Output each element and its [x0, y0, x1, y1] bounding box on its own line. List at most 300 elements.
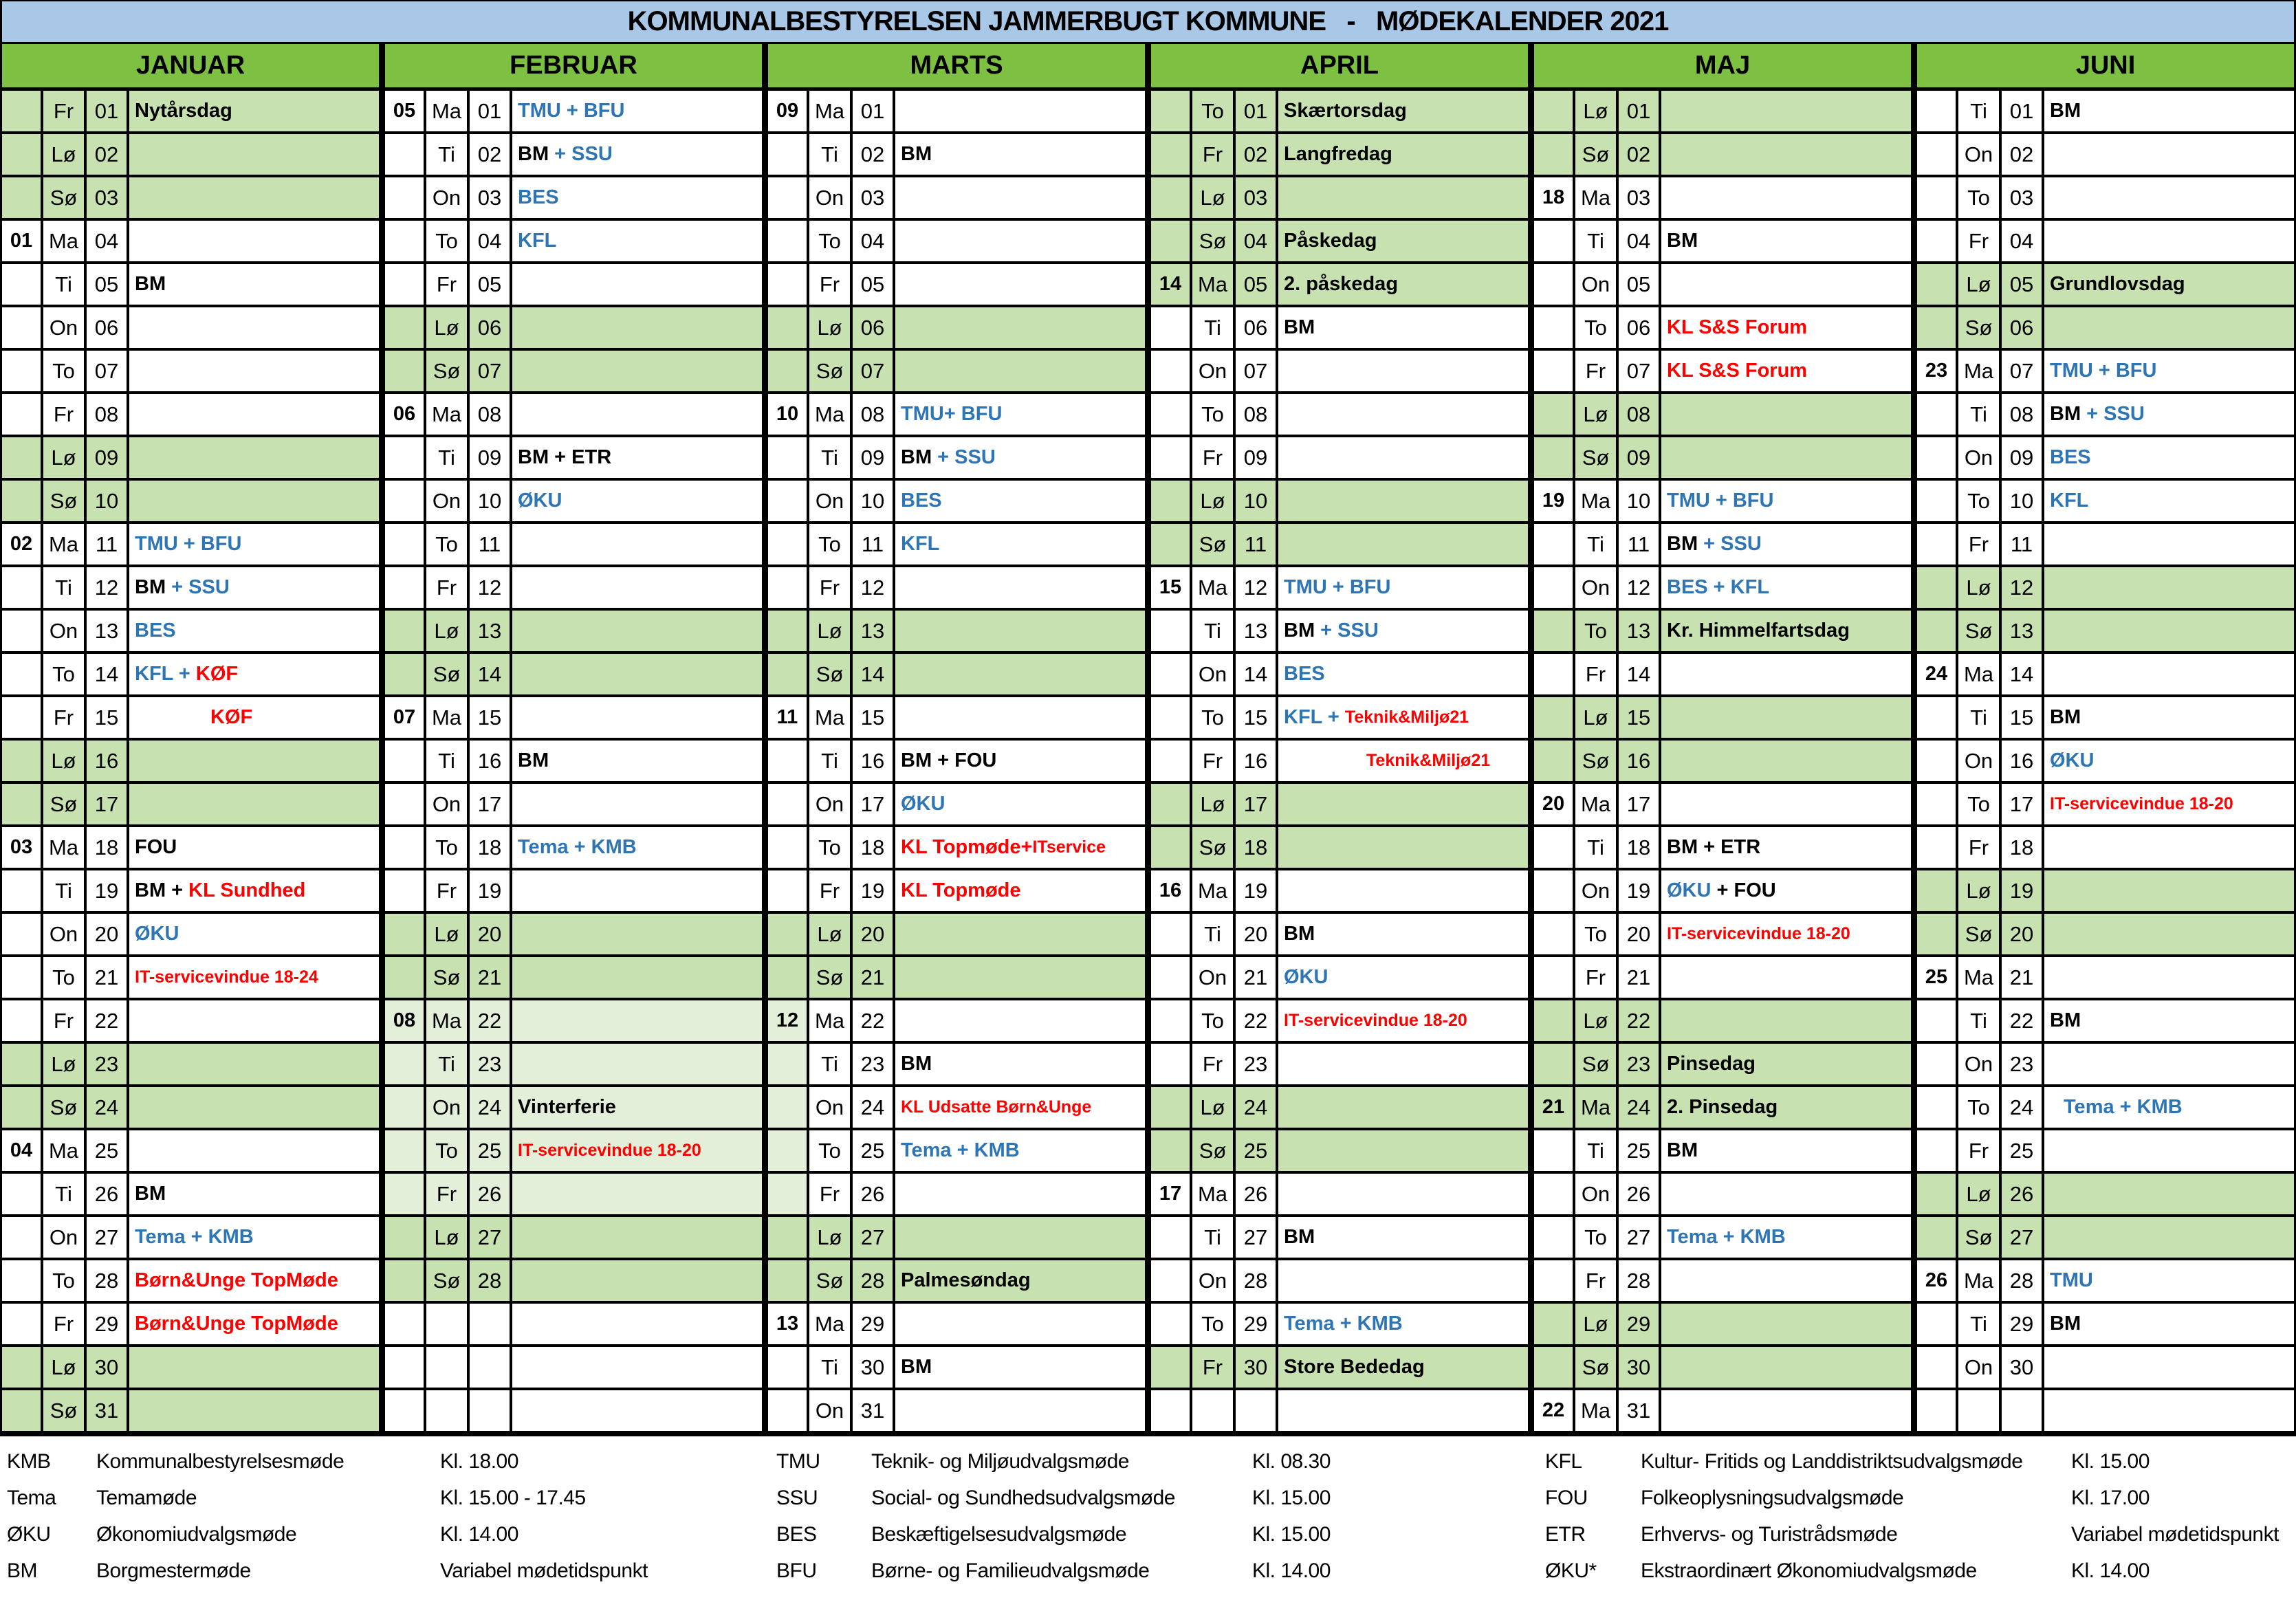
- week-number-cell: [1534, 957, 1575, 1000]
- day-number-cell: 07: [853, 351, 895, 394]
- event-cell: [129, 654, 379, 697]
- event-cell: [1661, 1304, 1911, 1347]
- day-number-cell: 23: [1619, 1044, 1661, 1087]
- week-number-cell: [1917, 307, 1958, 351]
- weekday-cell: To: [426, 221, 470, 264]
- week-number-cell: [1151, 1390, 1192, 1434]
- week-number-cell: [1534, 914, 1575, 957]
- week-number-cell: [1917, 1044, 1958, 1087]
- weekday-cell: Sø: [43, 1087, 87, 1130]
- weekday-cell: On: [1192, 351, 1236, 394]
- weekday-cell: Fr: [1958, 524, 2002, 567]
- week-number-cell: [1534, 394, 1575, 437]
- event-cell: [1661, 611, 1911, 654]
- event-cell: [895, 784, 1145, 827]
- event-cell: [1661, 1217, 1911, 1260]
- weekday-cell: To: [1958, 784, 2002, 827]
- month-grid-april: [1145, 91, 1528, 1434]
- day-number-cell: 28: [1619, 1260, 1661, 1304]
- week-number-cell: [1917, 1174, 1958, 1217]
- weekday-cell: On: [809, 1087, 853, 1130]
- event-text: Påskedag: [1284, 230, 1377, 252]
- day-number-cell: 16: [2002, 741, 2044, 784]
- week-number-cell: [768, 784, 809, 827]
- weekday-cell: Lø: [1192, 784, 1236, 827]
- week-number-cell: [1917, 914, 1958, 957]
- event-cell: [1278, 1174, 1528, 1217]
- weekday-cell: Sø: [809, 351, 853, 394]
- event-cell: [1661, 177, 1911, 221]
- month-grid-maj: [1528, 91, 1911, 1434]
- weekday-cell: On: [43, 914, 87, 957]
- day-number-cell: 04: [1619, 221, 1661, 264]
- weekday-cell: On: [1958, 1044, 2002, 1087]
- event-cell: [1661, 827, 1911, 870]
- event-cell: [129, 784, 379, 827]
- day-number-cell: 21: [853, 957, 895, 1000]
- legend-description: Kultur- Fritids og Landdistriktsudvalgsmøde: [1641, 1449, 2023, 1473]
- legend-abbr: KFL: [1545, 1449, 1582, 1473]
- day-number-cell: 16: [1619, 741, 1661, 784]
- weekday-cell: To: [1192, 1304, 1236, 1347]
- event-cell: [2044, 481, 2294, 524]
- day-number-cell: 27: [2002, 1217, 2044, 1260]
- day-number-cell: [2002, 1390, 2044, 1434]
- day-number-cell: 04: [87, 221, 129, 264]
- weekday-cell: Ma: [809, 1304, 853, 1347]
- event-cell: [1661, 1044, 1911, 1087]
- day-number-cell: 05: [1236, 264, 1278, 307]
- event-cell: [1661, 524, 1911, 567]
- event-cell: [129, 1000, 379, 1044]
- event-cell: [2044, 1260, 2294, 1304]
- event-cell: [1278, 870, 1528, 914]
- legend-abbr: ØKU*: [1545, 1559, 1597, 1582]
- event-cell: [512, 134, 762, 177]
- event-cell: [129, 1174, 379, 1217]
- week-number-cell: [1917, 827, 1958, 870]
- event-cell: [512, 1000, 762, 1044]
- week-number-cell: [1534, 1174, 1575, 1217]
- event-cell: [512, 1304, 762, 1347]
- event-cell: [129, 914, 379, 957]
- week-number-cell: 22: [1534, 1390, 1575, 1434]
- day-number-cell: 30: [1619, 1347, 1661, 1390]
- event-text: BM: [1284, 1226, 1315, 1248]
- week-number-cell: [1917, 1347, 1958, 1390]
- weekday-cell: On: [43, 611, 87, 654]
- weekday-cell: To: [426, 1130, 470, 1174]
- legend-row: [7, 1443, 760, 1480]
- event-cell: [895, 91, 1145, 134]
- weekday-cell: To: [43, 1260, 87, 1304]
- weekday-cell: Ma: [426, 91, 470, 134]
- week-number-cell: [1917, 1087, 1958, 1130]
- day-number-cell: 23: [470, 1044, 512, 1087]
- event-cell: [512, 524, 762, 567]
- event-cell: [512, 1217, 762, 1260]
- weekday-cell: Sø: [1575, 741, 1619, 784]
- week-number-cell: 04: [2, 1130, 43, 1174]
- week-number-cell: [1151, 827, 1192, 870]
- week-number-cell: [1534, 567, 1575, 611]
- weekday-cell: Lø: [809, 611, 853, 654]
- weekday-cell: Lø: [1958, 264, 2002, 307]
- week-number-cell: 15: [1151, 567, 1192, 611]
- event-cell: [2044, 437, 2294, 481]
- week-number-cell: [1534, 437, 1575, 481]
- event-cell: [1278, 654, 1528, 697]
- week-number-cell: 13: [768, 1304, 809, 1347]
- event-cell: [895, 1000, 1145, 1044]
- week-number-cell: [1151, 221, 1192, 264]
- event-text: BM: [135, 576, 172, 598]
- weekday-cell: Ti: [426, 741, 470, 784]
- day-number-cell: 21: [1619, 957, 1661, 1000]
- day-number-cell: 05: [853, 264, 895, 307]
- event-cell: [895, 221, 1145, 264]
- event-cell: [2044, 134, 2294, 177]
- event-cell: [129, 1044, 379, 1087]
- month-header-januar: JANUAR: [2, 44, 379, 87]
- weekday-cell: On: [809, 481, 853, 524]
- event-cell: [512, 264, 762, 307]
- day-number-cell: 28: [853, 1260, 895, 1304]
- day-number-cell: 22: [470, 1000, 512, 1044]
- event-text: BM: [1284, 316, 1315, 338]
- weekday-cell: Ma: [1192, 567, 1236, 611]
- legend-abbr: BES: [776, 1522, 817, 1546]
- event-cell: [895, 437, 1145, 481]
- week-number-cell: [385, 177, 426, 221]
- event-cell: [512, 741, 762, 784]
- event-text: Teknik&Miljø21: [1366, 751, 1491, 770]
- event-cell: [129, 611, 379, 654]
- day-number-cell: 04: [470, 221, 512, 264]
- event-text: + SSU: [1703, 533, 1762, 555]
- day-number-cell: 05: [2002, 264, 2044, 307]
- day-number-cell: 03: [1619, 177, 1661, 221]
- event-text: Teknik&Miljø21: [1344, 708, 1469, 727]
- day-number-cell: 20: [2002, 914, 2044, 957]
- event-cell: [1278, 1217, 1528, 1260]
- weekday-cell: To: [1575, 611, 1619, 654]
- event-text: BM: [1667, 230, 1698, 252]
- event-cell: [2044, 1044, 2294, 1087]
- week-number-cell: [1917, 567, 1958, 611]
- weekday-cell: Sø: [1575, 1347, 1619, 1390]
- week-number-cell: [385, 221, 426, 264]
- week-number-cell: 23: [1917, 351, 1958, 394]
- weekday-cell: Ma: [1575, 784, 1619, 827]
- weekday-cell: Ti: [1192, 1217, 1236, 1260]
- event-cell: [1661, 264, 1911, 307]
- day-number-cell: 17: [1619, 784, 1661, 827]
- day-number-cell: 19: [1236, 870, 1278, 914]
- event-cell: [512, 654, 762, 697]
- week-number-cell: 01: [2, 221, 43, 264]
- event-text: TMU + BFU: [518, 100, 625, 122]
- week-number-cell: [385, 351, 426, 394]
- week-number-cell: [2, 1390, 43, 1434]
- event-cell: [895, 134, 1145, 177]
- weekday-cell: Ma: [1958, 1260, 2002, 1304]
- event-text: KFL +: [135, 663, 196, 685]
- legend-row: [776, 1553, 1529, 1589]
- event-cell: [1278, 914, 1528, 957]
- week-number-cell: [768, 1087, 809, 1130]
- event-cell: [512, 827, 762, 870]
- weekday-cell: [426, 1347, 470, 1390]
- day-number-cell: 10: [87, 481, 129, 524]
- event-cell: [895, 1087, 1145, 1130]
- event-cell: [1661, 741, 1911, 784]
- event-cell: [895, 827, 1145, 870]
- week-number-cell: [385, 307, 426, 351]
- day-number-cell: 22: [87, 1000, 129, 1044]
- weekday-cell: To: [1192, 697, 1236, 741]
- day-number-cell: 31: [853, 1390, 895, 1434]
- day-number-cell: 27: [1236, 1217, 1278, 1260]
- day-number-cell: 25: [1619, 1130, 1661, 1174]
- event-text: IT-servicevindue 18-24: [135, 967, 318, 987]
- event-cell: [1278, 481, 1528, 524]
- day-number-cell: 07: [2002, 351, 2044, 394]
- weekday-cell: Fr: [1192, 741, 1236, 784]
- week-number-cell: [1534, 1347, 1575, 1390]
- event-text: BM: [2050, 1313, 2081, 1335]
- legend-group-1: [7, 1443, 760, 1589]
- week-number-cell: [2, 870, 43, 914]
- week-number-cell: [1534, 1044, 1575, 1087]
- event-text: TMU+ BFU: [901, 403, 1003, 425]
- week-number-cell: [1534, 351, 1575, 394]
- event-cell: [2044, 697, 2294, 741]
- week-number-cell: [1151, 611, 1192, 654]
- event-text: ØKU: [135, 923, 179, 945]
- day-number-cell: 25: [87, 1130, 129, 1174]
- event-cell: [895, 1347, 1145, 1390]
- weekday-cell: To: [1958, 1087, 2002, 1130]
- week-number-cell: [1917, 437, 1958, 481]
- event-text: KØF: [210, 706, 253, 728]
- weekday-cell: Ma: [1958, 654, 2002, 697]
- week-number-cell: [1534, 1217, 1575, 1260]
- weekday-cell: To: [1192, 1000, 1236, 1044]
- week-number-cell: [1534, 91, 1575, 134]
- day-number-cell: 14: [1619, 654, 1661, 697]
- event-cell: [2044, 1087, 2294, 1130]
- event-cell: [1661, 1000, 1911, 1044]
- week-number-cell: 25: [1917, 957, 1958, 1000]
- week-number-cell: [1151, 1000, 1192, 1044]
- week-number-cell: [1151, 1217, 1192, 1260]
- weekday-cell: Ti: [426, 134, 470, 177]
- weekday-cell: Sø: [1958, 307, 2002, 351]
- month-header-row: [2, 44, 2294, 91]
- legend-time: Kl. 08.30: [1252, 1449, 1331, 1473]
- event-cell: [895, 1304, 1145, 1347]
- week-number-cell: [1917, 1000, 1958, 1044]
- weekday-cell: Ti: [426, 437, 470, 481]
- legend-abbr: BM: [7, 1559, 37, 1582]
- weekday-cell: Ma: [1575, 481, 1619, 524]
- day-number-cell: 23: [1236, 1044, 1278, 1087]
- event-cell: [512, 351, 762, 394]
- week-number-cell: [2, 784, 43, 827]
- month-grid-juni: [1911, 91, 2294, 1434]
- weekday-cell: Ti: [43, 264, 87, 307]
- day-number-cell: 30: [87, 1347, 129, 1390]
- day-number-cell: 19: [87, 870, 129, 914]
- week-number-cell: [1917, 741, 1958, 784]
- event-cell: [895, 567, 1145, 611]
- weekday-cell: On: [1958, 741, 2002, 784]
- day-number-cell: 18: [470, 827, 512, 870]
- legend-description: Ekstraordinært Økonomiudvalgsmøde: [1641, 1559, 1977, 1582]
- weekday-cell: Fr: [1958, 1130, 2002, 1174]
- week-number-cell: [768, 654, 809, 697]
- week-number-cell: [2, 567, 43, 611]
- legend-time: Kl. 14.00: [1252, 1559, 1331, 1582]
- weekday-cell: Lø: [426, 914, 470, 957]
- week-number-cell: [768, 567, 809, 611]
- weekday-cell: Lø: [43, 1044, 87, 1087]
- week-number-cell: [1151, 1044, 1192, 1087]
- weekday-cell: Lø: [809, 914, 853, 957]
- legend-row: [1545, 1516, 2296, 1553]
- event-cell: [1278, 91, 1528, 134]
- event-cell: [129, 481, 379, 524]
- week-number-cell: [2, 957, 43, 1000]
- weekday-cell: [426, 1304, 470, 1347]
- weekday-cell: To: [43, 654, 87, 697]
- week-number-cell: 09: [768, 91, 809, 134]
- month-header-maj: MAJ: [1528, 44, 1911, 87]
- week-number-cell: [2, 134, 43, 177]
- event-cell: [2044, 914, 2294, 957]
- weekday-cell: To: [1958, 481, 2002, 524]
- legend-row: [776, 1443, 1529, 1480]
- weekday-cell: [1192, 1390, 1236, 1434]
- weekday-cell: Lø: [1192, 481, 1236, 524]
- weekday-cell: Lø: [1192, 1087, 1236, 1130]
- legend-row: [1545, 1480, 2296, 1516]
- legend-description: Beskæftigelsesudvalgsmøde: [871, 1522, 1127, 1546]
- week-number-cell: [2, 1304, 43, 1347]
- weekday-cell: Ma: [43, 221, 87, 264]
- event-cell: [2044, 784, 2294, 827]
- week-number-cell: [1151, 914, 1192, 957]
- event-cell: [129, 741, 379, 784]
- event-text: BES: [1284, 663, 1325, 685]
- day-number-cell: 26: [2002, 1174, 2044, 1217]
- legend-row: [7, 1553, 760, 1589]
- weekday-cell: Sø: [1958, 914, 2002, 957]
- day-number-cell: 29: [2002, 1304, 2044, 1347]
- event-text: BES + KFL: [1667, 576, 1770, 598]
- weekday-cell: Fr: [1192, 134, 1236, 177]
- day-number-cell: 10: [470, 481, 512, 524]
- legend-description: Økonomiudvalgsmøde: [96, 1522, 297, 1546]
- legend-row: [7, 1480, 760, 1516]
- weekday-cell: Fr: [809, 567, 853, 611]
- event-cell: [129, 307, 379, 351]
- event-text: KØF: [195, 663, 239, 685]
- event-text: ØKU: [901, 793, 945, 815]
- weekday-cell: To: [1958, 177, 2002, 221]
- day-number-cell: 06: [2002, 307, 2044, 351]
- week-number-cell: [1534, 524, 1575, 567]
- event-text: + SSU: [937, 446, 996, 468]
- weekday-cell: Ti: [426, 1044, 470, 1087]
- event-cell: [129, 177, 379, 221]
- weekday-cell: Sø: [1192, 1130, 1236, 1174]
- week-number-cell: [2, 1260, 43, 1304]
- event-text: BM: [901, 143, 932, 165]
- legend-abbr: ØKU: [7, 1522, 51, 1546]
- weekday-cell: On: [1575, 567, 1619, 611]
- event-cell: [1278, 524, 1528, 567]
- event-text: BM: [901, 446, 938, 468]
- event-cell: [1661, 394, 1911, 437]
- weekday-cell: Lø: [43, 134, 87, 177]
- weekday-cell: Ti: [1958, 1000, 2002, 1044]
- week-number-cell: [768, 221, 809, 264]
- week-number-cell: [1534, 741, 1575, 784]
- day-number-cell: 19: [853, 870, 895, 914]
- weekday-cell: Ma: [43, 1130, 87, 1174]
- day-number-cell: 18: [2002, 827, 2044, 870]
- event-cell: [2044, 351, 2294, 394]
- weekday-cell: Ma: [1958, 351, 2002, 394]
- weekday-cell: Sø: [426, 957, 470, 1000]
- day-number-cell: 23: [853, 1044, 895, 1087]
- weekday-cell: Ti: [1192, 307, 1236, 351]
- legend-time: Kl. 14.00: [2071, 1559, 2150, 1582]
- weekday-cell: Ti: [43, 1174, 87, 1217]
- event-cell: [895, 524, 1145, 567]
- weekday-cell: Ti: [1575, 524, 1619, 567]
- weekday-cell: Fr: [1958, 827, 2002, 870]
- day-number-cell: 20: [853, 914, 895, 957]
- week-number-cell: [768, 1130, 809, 1174]
- week-number-cell: 02: [2, 524, 43, 567]
- day-number-cell: 16: [470, 741, 512, 784]
- weekday-cell: Ma: [1575, 1390, 1619, 1434]
- day-number-cell: 18: [853, 827, 895, 870]
- week-number-cell: [385, 914, 426, 957]
- weekday-cell: Ma: [1192, 870, 1236, 914]
- day-number-cell: 30: [2002, 1347, 2044, 1390]
- event-cell: [512, 697, 762, 741]
- event-text: TMU + BFU: [2050, 360, 2157, 382]
- event-cell: [1661, 437, 1911, 481]
- day-number-cell: 01: [853, 91, 895, 134]
- week-number-cell: [385, 1347, 426, 1390]
- week-number-cell: [1151, 134, 1192, 177]
- event-cell: [1278, 1130, 1528, 1174]
- event-cell: [512, 394, 762, 437]
- event-cell: [2044, 1304, 2294, 1347]
- event-text: Børn&Unge TopMøde: [135, 1269, 338, 1291]
- week-number-cell: 05: [385, 91, 426, 134]
- event-cell: [1661, 914, 1911, 957]
- weekday-cell: Lø: [43, 1347, 87, 1390]
- week-number-cell: 14: [1151, 264, 1192, 307]
- legend-abbr: ETR: [1545, 1522, 1586, 1546]
- week-number-cell: [1151, 784, 1192, 827]
